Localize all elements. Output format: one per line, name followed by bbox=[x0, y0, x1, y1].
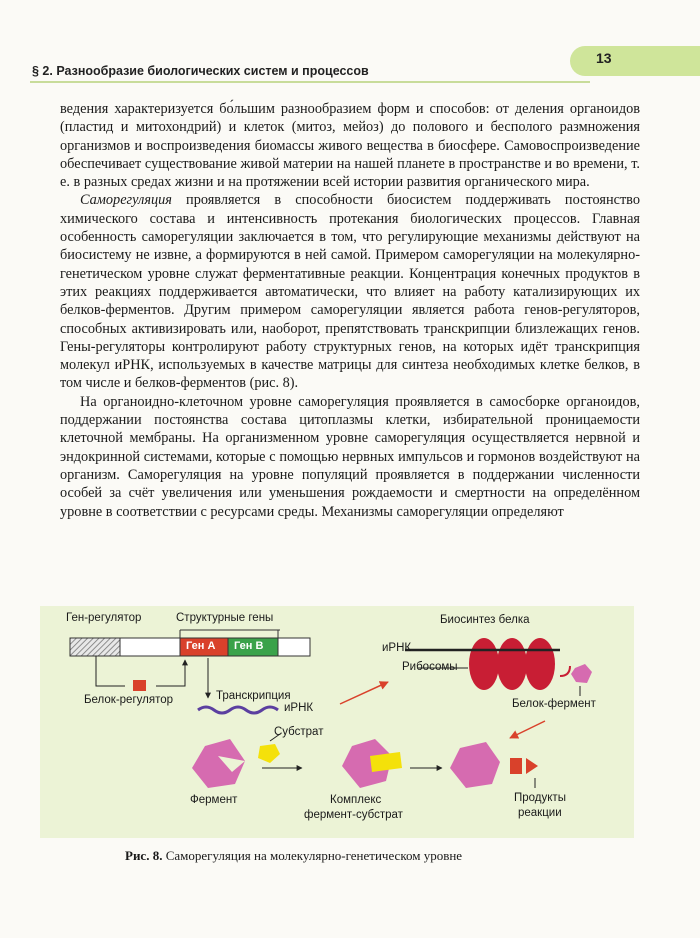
ribosome-1 bbox=[469, 638, 499, 690]
enzyme-protein-shape bbox=[571, 664, 592, 683]
label-regulator-protein: Белок-регулятор bbox=[84, 694, 174, 706]
products-enzyme-shape bbox=[450, 742, 500, 788]
paragraph-3: На органоидно-клеточном уровне саморегуляция проявляется в самосборке органоидов, поддержании постоянства состава цитоплазмы клетки, избирательной проницаемости клеточной мембраны. На организменном уровне саморегуляция осуществляется нервной и эндокринной системами, которые с помощью нервных импульсов и гормонов воздействуют на организм. Саморегуляция на уровне популяций проявляется в поддержании численности особей за счёт увеличения или уменьшения рождаемости и смертности на определённом уровне в соответствии с ресурсами среды. Механизмы саморегуляции определяют bbox=[60, 393, 640, 520]
regulator-protein-shape bbox=[133, 680, 146, 691]
label-ribosomes: Рибосомы bbox=[402, 661, 458, 673]
paragraph-2-text: проявляется в способности биосистем поддерживать постоянство химического состава и интенсивность протекания биологических процессов. Главная особенность саморегуляции заключается в том, что регулирующие механизмы действуют на биосистему не извне, а формируются в ней самой. Примером саморегуляции на молекулярно-генетическом уровне служат ферментативные реакции. Концентрация конечных продуктов в этих реакциях поддерживается автоматически, что влияет на работу катализирующих их белков-ферментов. Другим примером саморегуляции является работа генов-регуляторов, способных активизировать или, наоборот, препятствовать транскрипции близлежащих генов. Гены-регуляторы контролируют работу структурных генов, на которых идёт транскрипция молекул иРНК, используемых в качестве матрицы для синтеза необходимых клетке белков, в том числе и белков-ферментов (рис. 8). bbox=[60, 192, 640, 392]
label-structural-genes: Структурные гены bbox=[176, 612, 274, 624]
label-products-2: реакции bbox=[518, 807, 562, 819]
label-substrate: Субстрат bbox=[274, 726, 324, 738]
label-gene-a: Ген А bbox=[186, 640, 216, 652]
label-mrna: иРНК bbox=[382, 642, 412, 654]
header-rule bbox=[30, 81, 590, 83]
caption-text: Саморегуляция на молекулярно-генетическом уровне bbox=[162, 848, 463, 863]
label-transcription: Транскрипция bbox=[216, 690, 291, 702]
label-products: Продукты bbox=[514, 792, 566, 804]
label-enzyme-protein: Белок-фермент bbox=[512, 698, 596, 710]
label-enzyme: Фермент bbox=[190, 794, 238, 806]
red-arrow-upper bbox=[340, 682, 388, 704]
regulator-arrow-right bbox=[156, 660, 185, 686]
ribosome-2 bbox=[497, 638, 527, 690]
regulator-arrow-left bbox=[96, 656, 125, 686]
running-header bbox=[30, 50, 670, 82]
paragraph-2 bbox=[60, 191, 640, 392]
label-gene-b: Ген В bbox=[234, 640, 264, 652]
mrna-wave bbox=[198, 707, 278, 713]
page-number: 13 bbox=[596, 50, 612, 66]
red-arrow-lower bbox=[510, 721, 545, 738]
body-text bbox=[60, 100, 640, 521]
term-self-regulation: Саморегуляция bbox=[80, 192, 172, 209]
figure-caption bbox=[125, 848, 462, 864]
label-complex-2: фермент-субстрат bbox=[304, 809, 403, 821]
gene-regulator-segment bbox=[70, 638, 120, 656]
label-protein-biosynthesis: Биосинтез белка bbox=[440, 614, 530, 626]
product-1-shape bbox=[510, 758, 522, 774]
caption-label: Рис. 8. bbox=[125, 848, 163, 863]
ribosome-3 bbox=[525, 638, 555, 690]
product-2-shape bbox=[526, 758, 538, 774]
section-title: § 2. Разнообразие биологических систем и процессов bbox=[32, 64, 369, 78]
label-gene-regulator: Ген-регулятор bbox=[66, 612, 142, 624]
figure-8 bbox=[40, 606, 634, 838]
label-transcription-mrna: иРНК bbox=[284, 702, 314, 714]
label-complex: Комплекс bbox=[330, 794, 382, 806]
paragraph-1: ведения характеризуется бо́льшим разнообразием форм и способов: от деления органоидов (пластид и митохондрий) и клеток (митоз, мейоз) до полового и бесполого размножения организмов и воспроизведения биомассы живого вещества в биосфере. Самовоспроизведение обеспечивает существование живой материи на нашей планете в пространстве и во времени, т. е. в разных средах жизни и на протяжении всей истории развития органического мира. bbox=[60, 101, 640, 191]
substrate-shape bbox=[258, 744, 280, 763]
